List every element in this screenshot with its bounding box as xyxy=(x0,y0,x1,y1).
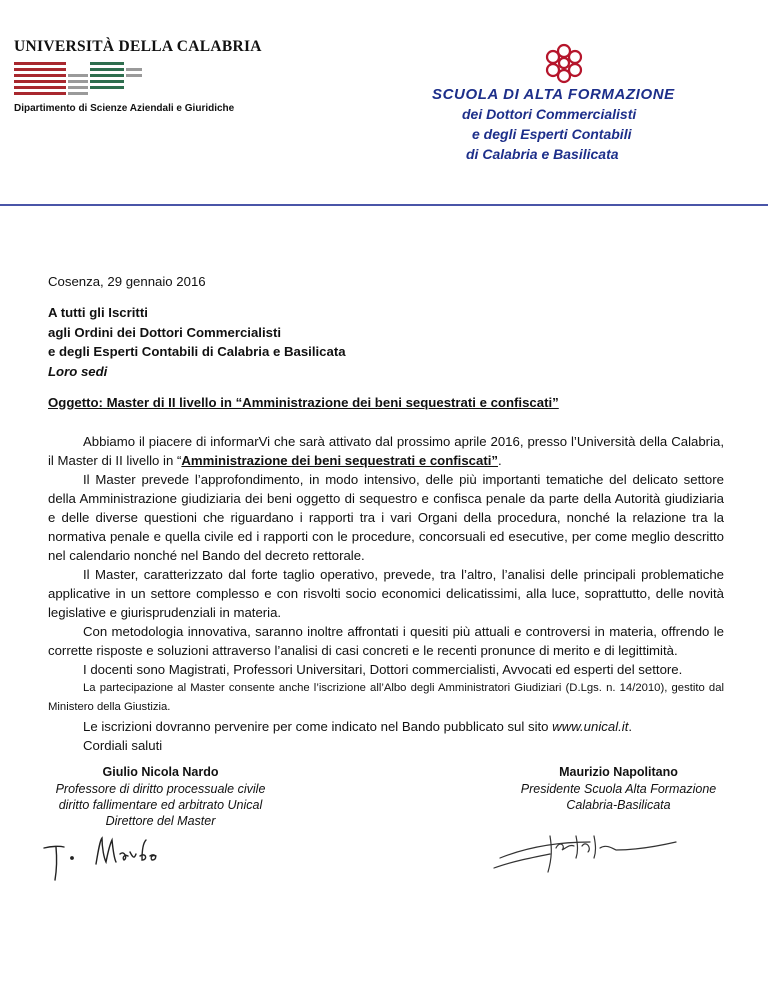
handwritten-signature-right xyxy=(490,828,690,874)
paragraph xyxy=(48,717,724,736)
closing: Cordiali saluti xyxy=(83,738,163,753)
paragraph-text: . xyxy=(628,719,633,734)
header-divider xyxy=(0,204,768,206)
paragraph-text: Le iscrizioni dovranno pervenire per come indicato nel Bando pubblicato sul sito xyxy=(83,719,553,734)
school-subtitle-line: di Calabria e Basilicata xyxy=(466,146,619,162)
paragraph: Il Master prevede l’approfondimento, in modo intensivo, delle più importanti tematiche del delicato settore della Amministrazione giudiziaria dei beni oggetto di sequestro e confisca penale da parte della Autorità giudiziaria e delle diverse questioni che riguardano i rapporti tra i vari Organi della procedura, nonché la relazione tra la normativa penale e quella civile ed i rapporti con le procedure, concorsuali ed esecutive, per come meglio descritto nel calendario nonché nel Bando del decreto rettorale. xyxy=(48,472,724,563)
website-link[interactable]: www.unical.it xyxy=(552,719,629,734)
paragraph: Il Master, caratterizzato dal forte taglio operativo, prevede, tra l’altro, l’analisi delle principali problematiche applicative in un settore complesso e con risvolti socio economici delicatissimi, alla luce, soprattutto, delle novità legislative e giurisprudenziali in materia. xyxy=(48,567,724,620)
signatory-role: Presidente Scuola Alta Formazione xyxy=(520,782,717,796)
recipient-line: A tutti gli Iscritti xyxy=(48,305,148,320)
handwritten-signature-left xyxy=(38,834,168,882)
paragraph-text: Abbiamo il piacere di informarVi che sarà attivato dal prossimo aprile 2016, presso l’Università della Calabria, il Master di II livello in “ xyxy=(48,434,724,468)
paragraph-text: . xyxy=(497,453,502,468)
rings-emblem-icon xyxy=(540,40,588,86)
recipient-block xyxy=(48,303,346,381)
signatory-role: diritto fallimentare ed arbitrato Unical xyxy=(58,798,263,812)
signatory-name: Giulio Nicola Nardo xyxy=(102,765,219,779)
school-subtitle-line: e degli Esperti Contabili xyxy=(472,126,632,142)
recipient-location: Loro sedi xyxy=(48,363,108,379)
paragraph-note: La partecipazione al Master consente anche l’iscrizione all’Albo degli Amministratori Giudiziari (D.Lgs. n. 14/2010), gestito dal Ministero della Giustizia. xyxy=(48,682,724,713)
signatory-role: Direttore del Master xyxy=(105,814,216,828)
signature-block-left xyxy=(28,765,293,829)
signature-block-right xyxy=(486,765,751,813)
paragraph: Con metodologia innovativa, saranno inoltre affrontati i quesiti più attuali e controversi in materia, offrendo le corrette risposte e soluzioni attraverso l’analisi di casi concreti e le recenti pronunce di merito e di legittimità. xyxy=(48,624,724,658)
signatory-name: Maurizio Napolitano xyxy=(559,765,678,779)
department-name: Dipartimento di Scienze Aziendali e Giuridiche xyxy=(14,103,235,114)
signatory-role: Calabria-Basilicata xyxy=(566,798,671,812)
signatory-role: Professore di diritto processuale civile xyxy=(55,782,266,796)
university-name: UNIVERSITÀ DELLA CALABRIA xyxy=(14,38,262,55)
letter-body xyxy=(48,432,724,755)
paragraph xyxy=(48,432,724,470)
recipient-line: e degli Esperti Contabili di Calabria e Basilicata xyxy=(48,344,346,359)
master-title: Amministrazione dei beni sequestrati e confiscati” xyxy=(181,453,498,468)
letter-subject: Oggetto: Master di II livello in “Amministrazione dei beni sequestrati e confiscati” xyxy=(48,395,559,410)
university-stripes-logo xyxy=(14,60,144,100)
paragraph: I docenti sono Magistrati, Professori Universitari, Dottori commerciali​sti, Avvocati ed esperti del settore. xyxy=(83,662,683,677)
school-title: SCUOLA DI ALTA FORMAZIONE xyxy=(432,86,675,103)
recipient-line: agli Ordini dei Dottori Commercialisti xyxy=(48,324,282,340)
letter-date: Cosenza, 29 gennaio 2016 xyxy=(48,274,206,289)
school-subtitle-line: dei Dottori Commercialisti xyxy=(462,106,637,122)
